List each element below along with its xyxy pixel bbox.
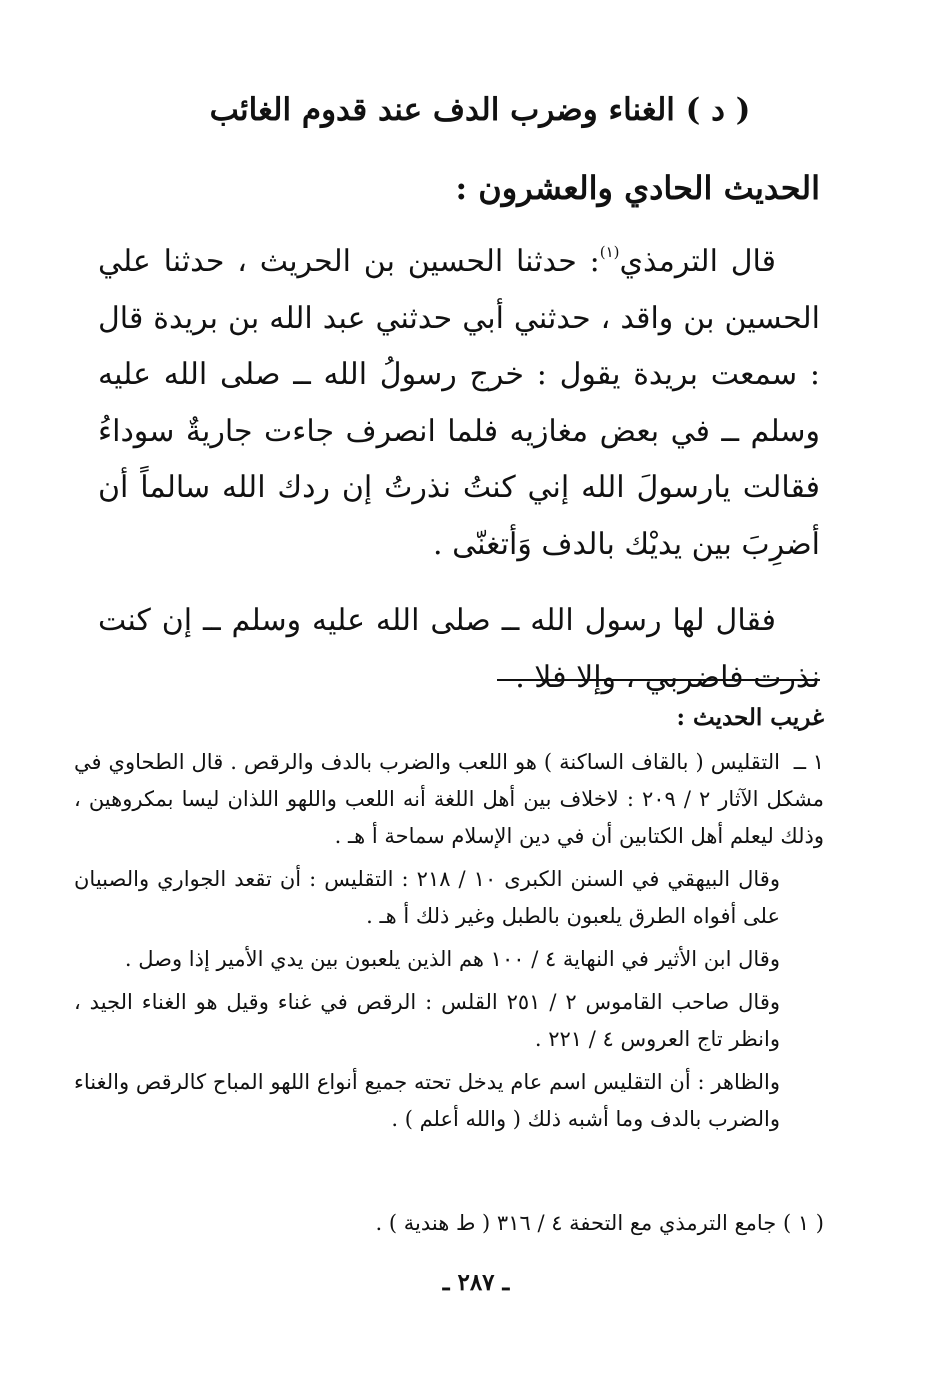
hadith-paragraph-2: فقال لها رسول الله ــ صلى الله عليه وسلم ــ إن كنت نذرت فاضربي ، وإلا فلا . xyxy=(98,603,820,695)
gloss-note-1-text: التقليس ( بالقاف الساكنة ) هو اللعب والضرب بالدف والرقص . قال الطحاوي في مشكل الآثار ٢ / ٢٠٩ : لاخلاف بين أهل اللغة أنه اللعب واللهو اللذان ليسا بمكروهين ، وذلك ليعلم أهل الكتابين أن في دين الإسلام سماحة أ هـ . xyxy=(74,750,824,848)
footnote: ( ١ ) جامع الترمذي مع التحفة ٤ / ٣١٦ ( ط هندية ) . xyxy=(375,1211,824,1235)
hadith-paragraph-1-rest: : حدثنا الحسين بن الحريث ، حدثنا علي الحسين بن واقد ، حدثني أبي حدثني عبد الله بن بريدة قال : سمعت بريدة يقول : خرج رسولُ الله ــ صلى الله عليه وسلم ــ في بعض مغازيه فلما انصرف جاءت جاريةٌ سوداءُ فقالت يارسولَ الله إني كنتُ نذرتُ إن ردك الله سالماً أن أضرِبَ بين يديْك بالدف وَأتغنّى . xyxy=(98,244,820,562)
gloss-note-number: ١ ــ xyxy=(793,750,824,774)
section-title: ( د ) الغناء وضرب الدف عند قدوم الغائب xyxy=(209,92,751,128)
hadith-paragraph-1-start: قال الترمذي xyxy=(619,244,776,279)
gloss-note-2: وقال البيهقي في السنن الكبرى ١٠ / ٢١٨ : التقليس : أن تقعد الجواري والصبيان على أفواه الطرق يلعبون بالطبل وغير ذلك أ هـ . xyxy=(74,867,780,928)
hadith-heading: الحديث الحادي والعشرون : xyxy=(455,169,820,207)
footnote-marker: (١) xyxy=(599,243,620,261)
gloss-note-4: وقال صاحب القاموس ٢ / ٢٥١ القلس : الرقص في غناء وقيل هو الغناء الجيد ، وانظر تاج العروس ٤ / ٢٢١ . xyxy=(74,990,780,1051)
gloss-note-3: وقال ابن الأثير في النهاية ٤ / ١٠٠ هم الذين يلعبون بين يدي الأمير إذا وصل . xyxy=(124,947,780,971)
gloss-notes xyxy=(74,744,824,1144)
page-number: ـ ٢٨٧ ـ xyxy=(442,1269,510,1296)
gloss-note-1 xyxy=(74,744,824,855)
gloss-heading: غريب الحديث : xyxy=(676,704,824,731)
separator-rule xyxy=(497,679,820,681)
hadith-text xyxy=(98,224,820,706)
hadith-paragraph-1 xyxy=(98,224,820,573)
gloss-note-5: والظاهر : أن التقليس اسم عام يدخل تحته جميع أنواع اللهو المباح كالرقص والغناء والضرب بالدف وما أشبه ذلك ( والله أعلم ) . xyxy=(74,1070,780,1131)
